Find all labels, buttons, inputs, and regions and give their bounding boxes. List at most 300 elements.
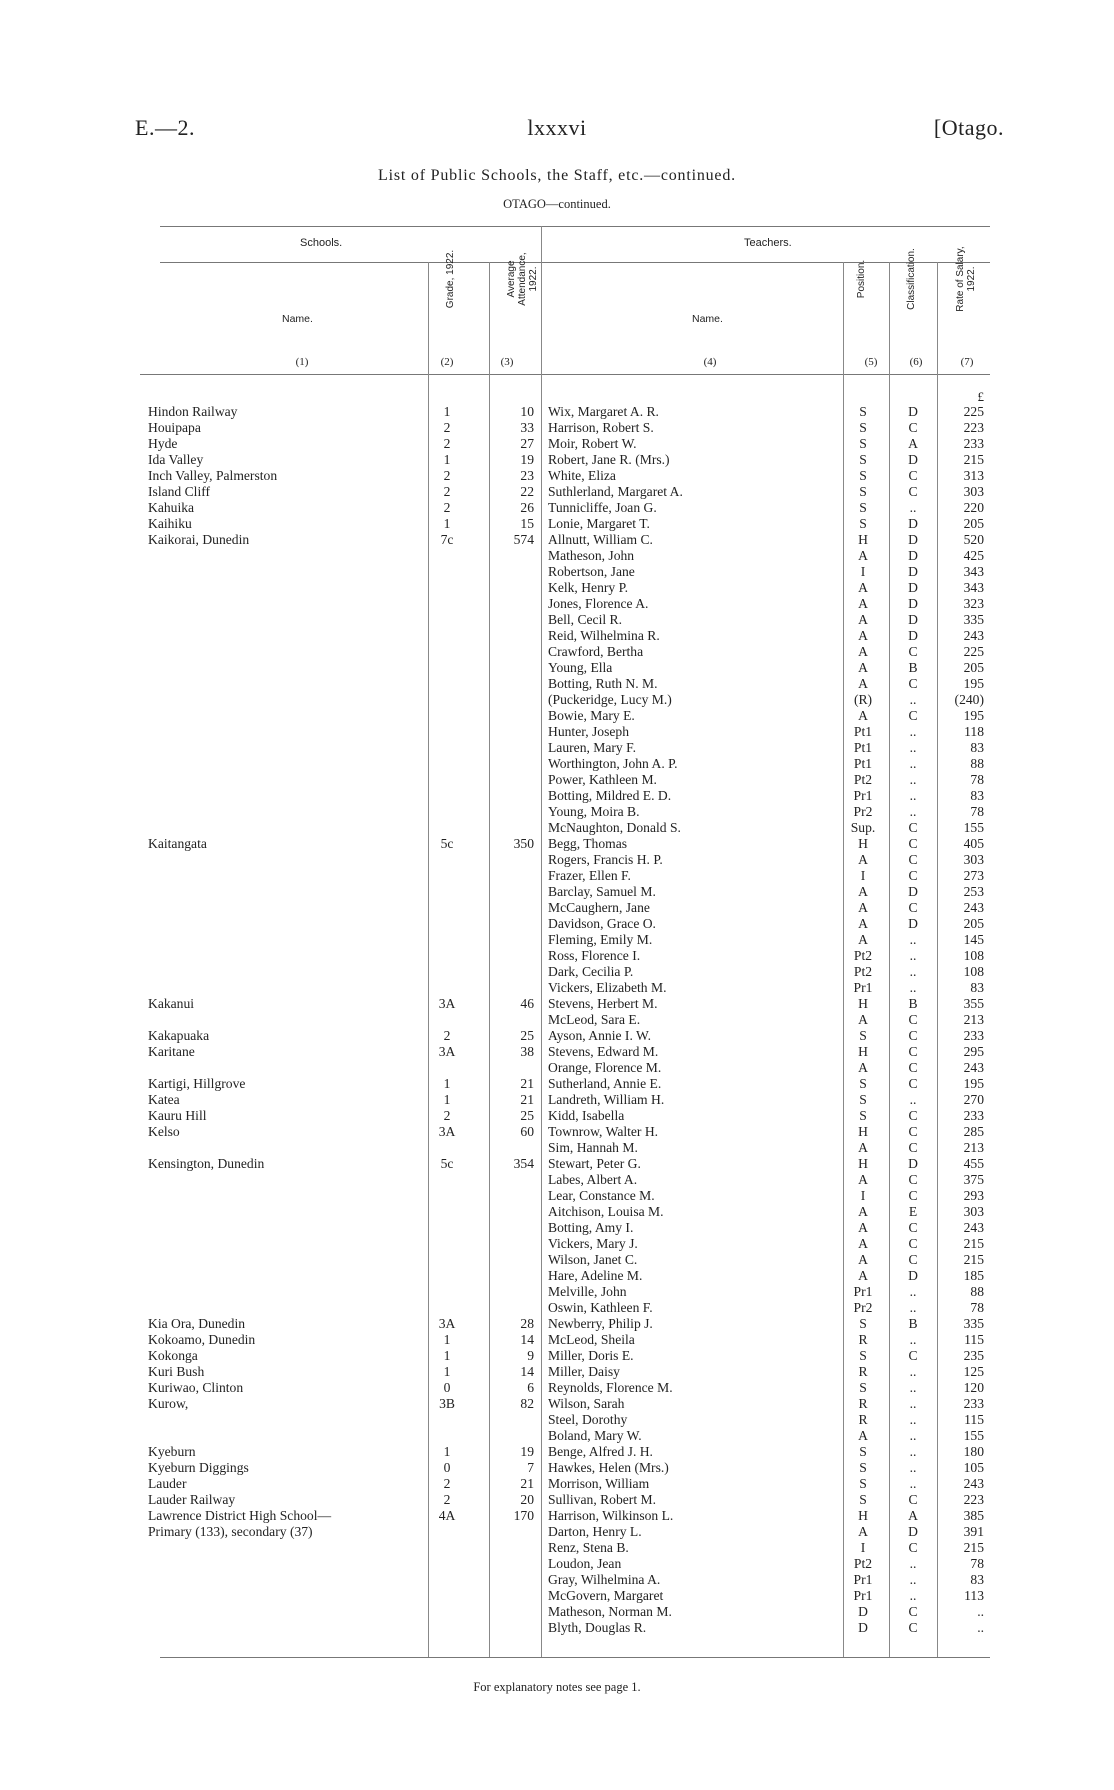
teacher-name: Botting, Amy I. bbox=[548, 1220, 634, 1235]
classification: .. bbox=[909, 1284, 917, 1299]
attendance: 25 bbox=[520, 1028, 534, 1043]
classification: D bbox=[908, 580, 918, 595]
school-name: Kakanui bbox=[148, 996, 195, 1011]
table-row bbox=[0, 404, 1114, 420]
position: Pr2 bbox=[853, 804, 873, 819]
position: S bbox=[859, 1492, 867, 1507]
table-row bbox=[0, 724, 1114, 740]
table-row bbox=[0, 676, 1114, 692]
classification: .. bbox=[909, 804, 917, 819]
salary: 220 bbox=[963, 500, 984, 515]
teacher-name: Wilson, Sarah bbox=[548, 1396, 625, 1411]
col-num-7: (7) bbox=[960, 356, 974, 368]
teacher-name: Lonie, Margaret T. bbox=[548, 516, 650, 531]
attendance: 7 bbox=[527, 1460, 534, 1475]
salary: 115 bbox=[964, 1332, 984, 1347]
position: A bbox=[858, 580, 868, 595]
classification: C bbox=[908, 676, 918, 691]
teacher-name: (Puckeridge, Lucy M.) bbox=[548, 692, 672, 707]
salary: 78 bbox=[970, 804, 984, 819]
salary: 213 bbox=[963, 1140, 984, 1155]
teacher-name: Landreth, William H. bbox=[548, 1092, 665, 1107]
position: A bbox=[858, 1204, 868, 1219]
page-ref: E.—2. bbox=[135, 115, 195, 140]
table-row bbox=[0, 420, 1114, 436]
classification: .. bbox=[909, 1412, 917, 1427]
classification: D bbox=[908, 548, 918, 563]
position: S bbox=[859, 436, 867, 451]
grade: 1 bbox=[443, 404, 451, 419]
salary: 303 bbox=[963, 852, 984, 867]
teacher-name: Crawford, Bertha bbox=[548, 644, 644, 659]
col-num-6: (6) bbox=[909, 356, 923, 368]
attendance: 354 bbox=[513, 1156, 534, 1171]
table-row bbox=[0, 644, 1114, 660]
salary: 520 bbox=[963, 532, 984, 547]
teacher-name: Boland, Mary W. bbox=[548, 1428, 642, 1443]
table-row bbox=[0, 788, 1114, 804]
salary: 88 bbox=[970, 756, 984, 771]
salary: 223 bbox=[963, 420, 984, 435]
salary: 213 bbox=[963, 1012, 984, 1027]
position: D bbox=[858, 1604, 868, 1619]
table-row bbox=[0, 532, 1114, 548]
school-name: Lauder bbox=[148, 1476, 187, 1491]
teacher-name: Aitchison, Louisa M. bbox=[548, 1204, 664, 1219]
attendance: 15 bbox=[520, 516, 534, 531]
grade: 2 bbox=[443, 500, 451, 515]
grade: 1 bbox=[443, 1364, 451, 1379]
salary: 215 bbox=[963, 452, 984, 467]
table-row bbox=[0, 1364, 1114, 1380]
salary: 243 bbox=[963, 628, 984, 643]
salary: 215 bbox=[963, 1252, 984, 1267]
teacher-name: Labes, Albert A. bbox=[548, 1172, 638, 1187]
salary: 155 bbox=[963, 820, 984, 835]
salary: 155 bbox=[963, 1428, 984, 1443]
attendance: 60 bbox=[520, 1124, 534, 1139]
col-num-2: (2) bbox=[440, 356, 454, 368]
school-name: Island Cliff bbox=[148, 484, 211, 499]
classification: C bbox=[908, 1492, 918, 1507]
teacher-name: Oswin, Kathleen F. bbox=[548, 1300, 653, 1315]
grade: 2 bbox=[443, 468, 451, 483]
grade: 5c bbox=[440, 1156, 454, 1171]
position: Pr1 bbox=[853, 788, 873, 803]
classification: .. bbox=[909, 756, 917, 771]
teacher-name: Rogers, Francis H. P. bbox=[548, 852, 663, 867]
classification: C bbox=[908, 708, 918, 723]
teacher-name: Morrison, William bbox=[548, 1476, 650, 1491]
table-row bbox=[0, 996, 1114, 1012]
position: S bbox=[859, 468, 867, 483]
salary: 108 bbox=[963, 948, 984, 963]
salary: 113 bbox=[964, 1588, 984, 1603]
salary: 285 bbox=[963, 1124, 984, 1139]
table-row bbox=[0, 436, 1114, 452]
classification: .. bbox=[909, 772, 917, 787]
col-teacher-name: Name. bbox=[692, 313, 723, 325]
school-name: Kensington, Dunedin bbox=[148, 1156, 265, 1171]
table-row bbox=[0, 1284, 1114, 1300]
salary: 205 bbox=[963, 516, 984, 531]
classification: C bbox=[908, 900, 918, 915]
classification: .. bbox=[909, 1572, 917, 1587]
position: S bbox=[859, 516, 867, 531]
classification: .. bbox=[909, 1380, 917, 1395]
position: A bbox=[858, 676, 868, 691]
position: S bbox=[859, 1092, 867, 1107]
salary: 273 bbox=[963, 868, 984, 883]
teacher-name: Benge, Alfred J. H. bbox=[548, 1444, 653, 1459]
table-row bbox=[0, 1156, 1114, 1172]
grade: 0 bbox=[443, 1380, 451, 1395]
position: Pt2 bbox=[853, 772, 873, 787]
table-row bbox=[0, 884, 1114, 900]
table-row bbox=[0, 980, 1114, 996]
attendance: 21 bbox=[520, 1476, 534, 1491]
position: A bbox=[858, 1060, 868, 1075]
position: A bbox=[858, 548, 868, 563]
col-position: Position. bbox=[856, 259, 867, 299]
school-name: Kokonga bbox=[148, 1348, 198, 1363]
grade: 0 bbox=[443, 1460, 451, 1475]
salary: 455 bbox=[963, 1156, 984, 1171]
position: S bbox=[859, 420, 867, 435]
grade: 1 bbox=[443, 1332, 451, 1347]
teacher-name: Blyth, Douglas R. bbox=[548, 1620, 647, 1635]
attendance: 19 bbox=[520, 1444, 534, 1459]
salary: 120 bbox=[963, 1380, 984, 1395]
position: Pr1 bbox=[853, 1284, 873, 1299]
position: A bbox=[858, 1268, 868, 1283]
classification: D bbox=[908, 532, 918, 547]
position: I bbox=[860, 868, 866, 883]
teacher-name: Power, Kathleen M. bbox=[548, 772, 657, 787]
position: A bbox=[858, 708, 868, 723]
table-row bbox=[0, 1348, 1114, 1364]
teacher-name: Hunter, Joseph bbox=[548, 724, 630, 739]
col-num-3: (3) bbox=[500, 356, 514, 368]
classification: C bbox=[908, 1220, 918, 1235]
position: A bbox=[858, 1428, 868, 1443]
classification: C bbox=[908, 1108, 918, 1123]
grade: 1 bbox=[443, 452, 451, 467]
teacher-name: Stevens, Herbert M. bbox=[548, 996, 658, 1011]
attendance: 21 bbox=[520, 1076, 534, 1091]
teacher-name: Sullivan, Robert M. bbox=[548, 1492, 656, 1507]
position: A bbox=[858, 1220, 868, 1235]
salary: 223 bbox=[963, 1492, 984, 1507]
salary: 375 bbox=[963, 1172, 984, 1187]
table-row bbox=[0, 1508, 1114, 1524]
position: A bbox=[858, 1172, 868, 1187]
teacher-name: Bowie, Mary E. bbox=[548, 708, 635, 723]
table-row bbox=[0, 1268, 1114, 1284]
teacher-name: Vickers, Elizabeth M. bbox=[548, 980, 667, 995]
teacher-name: Stevens, Edward M. bbox=[548, 1044, 659, 1059]
classification: .. bbox=[909, 692, 917, 707]
salary: 385 bbox=[963, 1508, 984, 1523]
classification: C bbox=[908, 836, 918, 851]
teacher-name: Kidd, Isabella bbox=[548, 1108, 625, 1123]
teacher-name: Kelk, Henry P. bbox=[548, 580, 629, 595]
classification: B bbox=[908, 996, 918, 1011]
salary: 343 bbox=[963, 564, 984, 579]
table-row bbox=[0, 804, 1114, 820]
classification: C bbox=[908, 852, 918, 867]
teacher-name: Hare, Adeline M. bbox=[548, 1268, 643, 1283]
classification: C bbox=[908, 1028, 918, 1043]
table-row bbox=[0, 1172, 1114, 1188]
position: S bbox=[859, 1444, 867, 1459]
table-row bbox=[0, 1524, 1114, 1540]
position: S bbox=[859, 1028, 867, 1043]
teacher-name: Darton, Henry L. bbox=[548, 1524, 642, 1539]
classification: D bbox=[908, 1268, 918, 1283]
teacher-name: White, Eliza bbox=[548, 468, 616, 483]
school-name: Kauru Hill bbox=[148, 1108, 207, 1123]
salary: (240) bbox=[954, 692, 984, 707]
teacher-name: Ross, Florence I. bbox=[548, 948, 641, 963]
table-row bbox=[0, 1060, 1114, 1076]
col-salary: Rate of Salary, 1922. bbox=[955, 246, 977, 312]
salary: 88 bbox=[970, 1284, 984, 1299]
col-num-4: (4) bbox=[703, 356, 717, 368]
teacher-name: Barclay, Samuel M. bbox=[548, 884, 656, 899]
position: A bbox=[858, 1012, 868, 1027]
table-row bbox=[0, 1540, 1114, 1556]
teacher-name: Robertson, Jane bbox=[548, 564, 635, 579]
salary: 391 bbox=[963, 1524, 984, 1539]
classification: D bbox=[908, 452, 918, 467]
teacher-name: Reid, Wilhelmina R. bbox=[548, 628, 660, 643]
classification: .. bbox=[909, 500, 917, 515]
salary: 425 bbox=[963, 548, 984, 563]
teacher-name: McNaughton, Donald S. bbox=[548, 820, 681, 835]
salary: 185 bbox=[963, 1268, 984, 1283]
salary: 215 bbox=[963, 1236, 984, 1251]
salary: 293 bbox=[963, 1188, 984, 1203]
table-row bbox=[0, 948, 1114, 964]
position: Pt2 bbox=[853, 1556, 873, 1571]
table-row bbox=[0, 596, 1114, 612]
teacher-name: Lear, Constance M. bbox=[548, 1188, 655, 1203]
classification: .. bbox=[909, 724, 917, 739]
position: A bbox=[858, 628, 868, 643]
table-row bbox=[0, 1044, 1114, 1060]
salary: 243 bbox=[963, 900, 984, 915]
salary: 295 bbox=[963, 1044, 984, 1059]
position: I bbox=[860, 564, 866, 579]
salary: 303 bbox=[963, 484, 984, 499]
classification: C bbox=[908, 468, 918, 483]
grade: 2 bbox=[443, 436, 451, 451]
school-name: Hyde bbox=[148, 436, 178, 451]
teacher-name: Moir, Robert W. bbox=[548, 436, 637, 451]
school-name: Kahuika bbox=[148, 500, 195, 515]
classification: C bbox=[908, 1540, 918, 1555]
salary: 343 bbox=[963, 580, 984, 595]
school-name: Kakapuaka bbox=[148, 1028, 210, 1043]
table-row bbox=[0, 1316, 1114, 1332]
position: H bbox=[858, 836, 868, 851]
teacher-name: Worthington, John A. P. bbox=[548, 756, 678, 771]
classification: D bbox=[908, 404, 918, 419]
table-row bbox=[0, 1396, 1114, 1412]
position: S bbox=[859, 500, 867, 515]
school-name: Kuri Bush bbox=[148, 1364, 205, 1379]
attendance: 574 bbox=[513, 532, 534, 547]
classification: .. bbox=[909, 1444, 917, 1459]
grade: 1 bbox=[443, 1348, 451, 1363]
classification: .. bbox=[909, 1396, 917, 1411]
table-row bbox=[0, 916, 1114, 932]
classification: D bbox=[908, 564, 918, 579]
salary: 205 bbox=[963, 916, 984, 931]
position: H bbox=[858, 1156, 868, 1171]
school-name: Kurow, bbox=[148, 1396, 189, 1411]
position: Pr2 bbox=[853, 1300, 873, 1315]
school-name: Kaihiku bbox=[148, 516, 192, 531]
salary: 78 bbox=[970, 772, 984, 787]
salary: 78 bbox=[970, 1556, 984, 1571]
position: R bbox=[858, 1396, 868, 1411]
page-number: lxxxvi bbox=[527, 115, 587, 140]
attendance: 46 bbox=[520, 996, 534, 1011]
teacher-name: Sim, Hannah M. bbox=[548, 1140, 638, 1155]
position: I bbox=[860, 1540, 866, 1555]
attendance: 170 bbox=[513, 1508, 534, 1523]
classification: D bbox=[908, 916, 918, 931]
col-attendance: Average Attendance, 1922. bbox=[506, 252, 539, 306]
classification: .. bbox=[909, 1460, 917, 1475]
teacher-name: Ayson, Annie I. W. bbox=[548, 1028, 651, 1043]
classification: .. bbox=[909, 1092, 917, 1107]
grade: 1 bbox=[443, 1444, 451, 1459]
teacher-name: Miller, Daisy bbox=[548, 1364, 620, 1379]
col-num-5: (5) bbox=[864, 356, 878, 368]
table-row bbox=[0, 692, 1114, 708]
table-row bbox=[0, 1460, 1114, 1476]
salary: 335 bbox=[963, 612, 984, 627]
table-row bbox=[0, 1300, 1114, 1316]
teacher-name: Lauren, Mary F. bbox=[548, 740, 637, 755]
table-row bbox=[0, 836, 1114, 852]
salary: 195 bbox=[963, 676, 984, 691]
position: H bbox=[858, 532, 868, 547]
teacher-name: Miller, Doris E. bbox=[548, 1348, 634, 1363]
table-row bbox=[0, 484, 1114, 500]
classification: D bbox=[908, 1524, 918, 1539]
classification: C bbox=[908, 1076, 918, 1091]
classification: C bbox=[908, 1124, 918, 1139]
grade: 2 bbox=[443, 1028, 451, 1043]
salary: 235 bbox=[963, 1348, 984, 1363]
classification: C bbox=[908, 644, 918, 659]
table-row bbox=[0, 1492, 1114, 1508]
teacher-name: McGovern, Margaret bbox=[548, 1588, 664, 1603]
attendance: 20 bbox=[520, 1492, 534, 1507]
attendance: 26 bbox=[520, 500, 534, 515]
grade: 7c bbox=[440, 532, 454, 547]
attendance: 19 bbox=[520, 452, 534, 467]
table-row bbox=[0, 1236, 1114, 1252]
school-name: Karitane bbox=[148, 1044, 195, 1059]
position: A bbox=[858, 900, 868, 915]
salary: 253 bbox=[963, 884, 984, 899]
table-row bbox=[0, 1588, 1114, 1604]
grade: 3A bbox=[438, 1044, 456, 1059]
grade: 3A bbox=[438, 1124, 456, 1139]
school-name: Katea bbox=[148, 1092, 180, 1107]
position: A bbox=[858, 660, 868, 675]
classification: .. bbox=[909, 948, 917, 963]
attendance: 22 bbox=[520, 484, 534, 499]
classification: .. bbox=[909, 964, 917, 979]
teacher-name: Harrison, Robert S. bbox=[548, 420, 654, 435]
school-name: Kuriwao, Clinton bbox=[148, 1380, 244, 1395]
position: H bbox=[858, 1508, 868, 1523]
teacher-name: Botting, Mildred E. D. bbox=[548, 788, 672, 803]
position: Pt1 bbox=[853, 724, 873, 739]
classification: D bbox=[908, 612, 918, 627]
teacher-name: Botting, Ruth N. M. bbox=[548, 676, 658, 691]
col-classification: Classification. bbox=[906, 248, 917, 310]
teacher-name: Frazer, Ellen F. bbox=[548, 868, 631, 883]
table-row bbox=[0, 1012, 1114, 1028]
teacher-name: Suthlerland, Margaret A. bbox=[548, 484, 683, 499]
table-row bbox=[0, 1220, 1114, 1236]
classification: C bbox=[908, 1044, 918, 1059]
table-row bbox=[0, 500, 1114, 516]
teacher-name: Newberry, Philip J. bbox=[548, 1316, 653, 1331]
table-row bbox=[0, 1444, 1114, 1460]
classification: C bbox=[908, 484, 918, 499]
grade: 2 bbox=[443, 1108, 451, 1123]
grade: 1 bbox=[443, 1092, 451, 1107]
table-row bbox=[0, 1028, 1114, 1044]
table-row bbox=[0, 1124, 1114, 1140]
position: S bbox=[859, 1476, 867, 1491]
teacher-name: Hawkes, Helen (Mrs.) bbox=[548, 1460, 669, 1475]
position: A bbox=[858, 1140, 868, 1155]
salary: 108 bbox=[963, 964, 984, 979]
position: I bbox=[860, 1188, 866, 1203]
position: R bbox=[858, 1364, 868, 1379]
salary: 233 bbox=[963, 1028, 984, 1043]
classification: D bbox=[908, 1156, 918, 1171]
salary: 83 bbox=[970, 788, 984, 803]
salary: 180 bbox=[963, 1444, 984, 1459]
position: A bbox=[858, 852, 868, 867]
table-row bbox=[0, 1252, 1114, 1268]
grade: 2 bbox=[443, 1476, 451, 1491]
col-grade: Grade, 1922. bbox=[445, 249, 456, 309]
teacher-name: Jones, Florence A. bbox=[548, 596, 649, 611]
table-bottom-rule bbox=[160, 1657, 990, 1658]
table-row bbox=[0, 516, 1114, 532]
classification: C bbox=[908, 1140, 918, 1155]
salary: 243 bbox=[963, 1220, 984, 1235]
attendance: 25 bbox=[520, 1108, 534, 1123]
teacher-name: Davidson, Grace O. bbox=[548, 916, 656, 931]
classification: .. bbox=[909, 740, 917, 755]
table-row bbox=[0, 900, 1114, 916]
table-row bbox=[0, 1556, 1114, 1572]
position: D bbox=[858, 1620, 868, 1635]
school-name: Inch Valley, Palmerston bbox=[148, 468, 278, 483]
